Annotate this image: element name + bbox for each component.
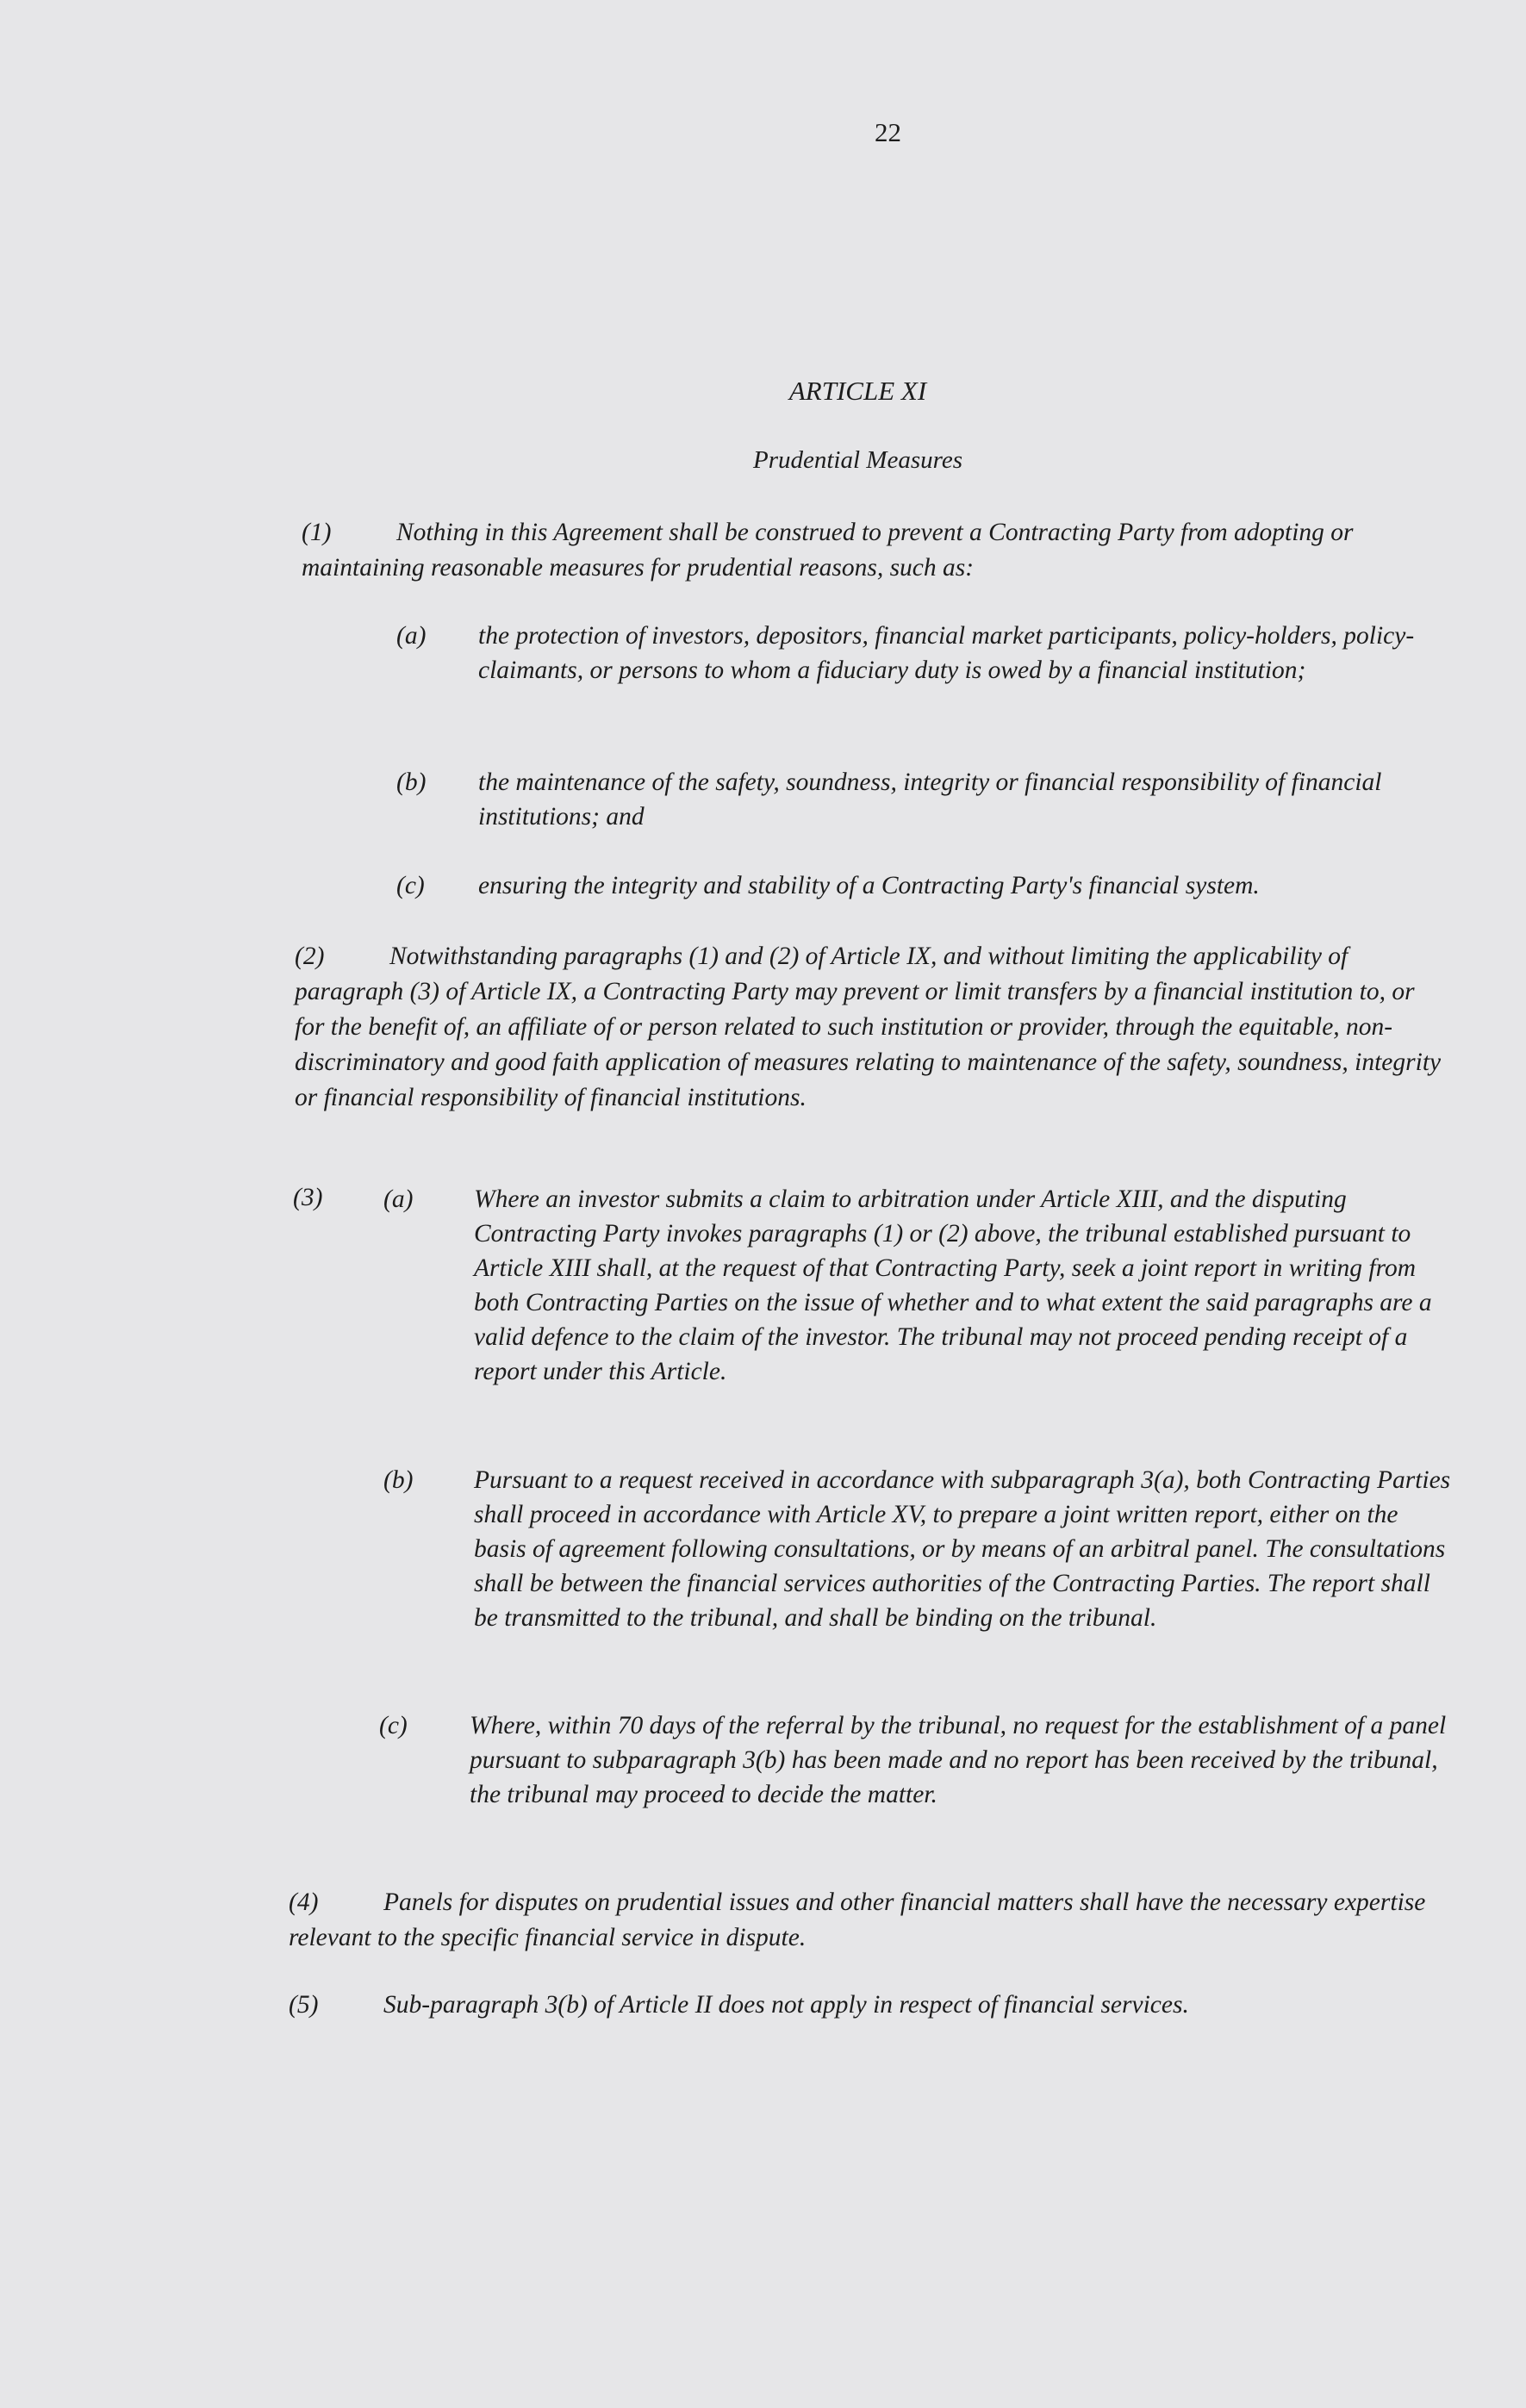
paragraph-2 bbox=[295, 939, 1445, 1116]
paragraph-text: Notwithstanding paragraphs (1) and (2) of Article IX, and without limiting the applicability of paragraph (3) of Article IX, a Contracting Party may prevent or limit transfers by a financial institution to, or for the benefit of, an affiliate of or person related to such institution or provider, through the equitable, non-discriminatory and good faith application of measures relating to maintenance of the safety, soundness, integrity or financial responsibility of financial institutions. bbox=[295, 943, 1442, 1111]
paragraph-text: Panels for disputes on prudential issues and other financial matters shall have the necessary expertise relevant to the specific financial service in dispute. bbox=[289, 1888, 1426, 1951]
paragraph-text: Sub-paragraph 3(b) of Article II does not apply in respect of financial services. bbox=[383, 1991, 1189, 2019]
paragraph-number: (1) bbox=[302, 519, 332, 546]
item-label: (a) bbox=[396, 622, 427, 650]
paragraph-1-item-b bbox=[396, 765, 1456, 834]
paragraph-1 bbox=[302, 515, 1413, 586]
item-label: (a) bbox=[383, 1185, 414, 1213]
paragraph-3-item-c bbox=[379, 1708, 1452, 1812]
item-text: the protection of investors, depositors, financial market participants, policy-holders, policy-claimants, or persons to whom a fiduciary duty is owed by a financial institution; bbox=[478, 622, 1415, 684]
paragraph-1-item-c bbox=[396, 868, 1456, 903]
item-text: ensuring the integrity and stability of a Contracting Party's financial system. bbox=[478, 872, 1260, 899]
paragraph-1-item-a bbox=[396, 619, 1456, 688]
paragraph-number: (5) bbox=[289, 1991, 319, 2019]
paragraph-5 bbox=[289, 1988, 1448, 2023]
page-number: 22 bbox=[875, 117, 901, 147]
item-text: Where, within 70 days of the referral by the tribunal, no request for the establishment of a panel pursuant to subparagraph 3(b) has been made and no report has been received by the tribunal, the tribunal may proceed to decide the matter. bbox=[470, 1712, 1447, 1808]
article-title: ARTICLE XI bbox=[788, 376, 927, 406]
paragraph-3-number bbox=[293, 1180, 379, 1216]
item-text: Pursuant to a request received in accordance with subparagraph 3(a), both Contracting Parties shall proceed in accordance with Article XV, to prepare a joint written report, either on the basis of agreement following consultations, or by means of an arbitral panel. The consultations shall be between the financial services authorities of the Contracting Parties. The report shall be transmitted to the tribunal, and shall be binding on the tribunal. bbox=[474, 1466, 1451, 1632]
paragraph-number: (3) bbox=[293, 1184, 323, 1211]
article-subtitle: Prudential Measures bbox=[753, 446, 962, 474]
paragraph-number: (4) bbox=[289, 1888, 319, 1916]
paragraph-text: Nothing in this Agreement shall be construed to prevent a Contracting Party from adopting or maintaining reasonable measures for prudential reasons, such as: bbox=[302, 519, 1354, 582]
item-label: (b) bbox=[383, 1466, 414, 1494]
item-label: (c) bbox=[396, 872, 425, 899]
paragraph-number: (2) bbox=[295, 943, 325, 970]
item-text: the maintenance of the safety, soundness, integrity or financial responsibility of financial institutions; and bbox=[478, 768, 1382, 831]
paragraph-4 bbox=[289, 1885, 1448, 1956]
item-text: Where an investor submits a claim to arbitration under Article XIII, and the disputing Contracting Party invokes paragraphs (1) or (2) above, the tribunal established pursuant to Article XIII shall, at the request of that Contracting Party, seek a joint report in writing from both Contracting Parties on the issue of whether and to what extent the said paragraphs are a valid defence to the claim of the investor. The tribunal may not proceed pending receipt of a report under this Article. bbox=[474, 1185, 1432, 1385]
item-label: (b) bbox=[396, 768, 427, 796]
paragraph-3-item-b bbox=[383, 1463, 1452, 1635]
paragraph-3-item-a bbox=[383, 1182, 1452, 1389]
item-label: (c) bbox=[379, 1712, 408, 1739]
